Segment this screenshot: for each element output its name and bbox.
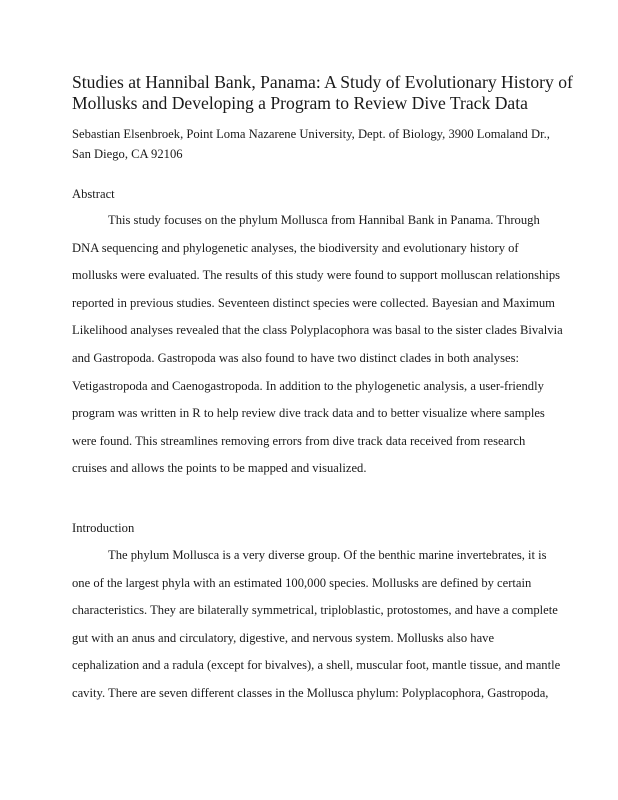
- introduction-paragraph: [72, 547, 572, 713]
- title-line: Studies at Hannibal Bank, Panama: A Study of Evolutionary History of: [72, 72, 573, 92]
- title-line: Mollusks and Developing a Program to Review Dive Track Data: [72, 93, 528, 113]
- paper-title: [72, 72, 572, 114]
- paragraph-line: characteristics. They are bilaterally symmetrical, triploblastic, protostomes, and have a complete: [72, 603, 558, 618]
- paragraph-line: mollusks were evaluated. The results of this study were found to support molluscan relationships: [72, 268, 561, 283]
- introduction-heading: Introduction: [72, 521, 135, 535]
- paragraph-line: DNA sequencing and phylogenetic analyses, the biodiversity and evolutionary history of: [72, 240, 519, 255]
- paragraph-line: cephalization and a radula (except for bivalves), a shell, muscular foot, mantle tissue, and mantle: [72, 658, 561, 673]
- paragraph-line: Vetigastropoda and Caenogastropoda. In addition to the phylogenetic analysis, a user-friendly: [72, 378, 544, 393]
- paragraph-line: reported in previous studies. Seventeen distinct species were collected. Bayesian and Maximum: [72, 295, 555, 310]
- paragraph-line: program was written in R to help review dive track data and to better visualize where samples: [72, 406, 545, 421]
- paragraph-line: and Gastropoda. Gastropoda was also found to have two distinct clades in both analyses:: [72, 350, 519, 365]
- paragraph-line: cruises and allows the points to be mapped and visualized.: [72, 461, 367, 476]
- paragraph-line: cavity. There are seven different classes in the Mollusca phylum: Polyplacophora, Gastropoda,: [72, 685, 549, 700]
- author-line: San Diego, CA 92106: [72, 147, 183, 161]
- paragraph-line: The phylum Mollusca is a very diverse group. Of the benthic marine invertebrates, it is: [108, 548, 547, 562]
- paragraph-line: Likelihood analyses revealed that the class Polyplacophora was basal to the sister clades Bivalvia: [72, 323, 563, 338]
- paragraph-line: were found. This streamlines removing errors from dive track data received from research: [72, 433, 526, 448]
- author-affiliation: [72, 124, 572, 164]
- paragraph-line: one of the largest phyla with an estimated 100,000 species. Mollusks are defined by certain: [72, 575, 532, 590]
- paragraph-line: This study focuses on the phylum Mollusca from Hannibal Bank in Panama. Through: [108, 213, 540, 227]
- paragraph-line: gut with an anus and circulatory, digestive, and nervous system. Mollusks also have: [72, 630, 495, 645]
- author-line: Sebastian Elsenbroek, Point Loma Nazarene University, Dept. of Biology, 3900 Lomaland Dr.,: [72, 127, 550, 141]
- abstract-paragraph: [72, 212, 572, 488]
- abstract-heading: Abstract: [72, 187, 115, 201]
